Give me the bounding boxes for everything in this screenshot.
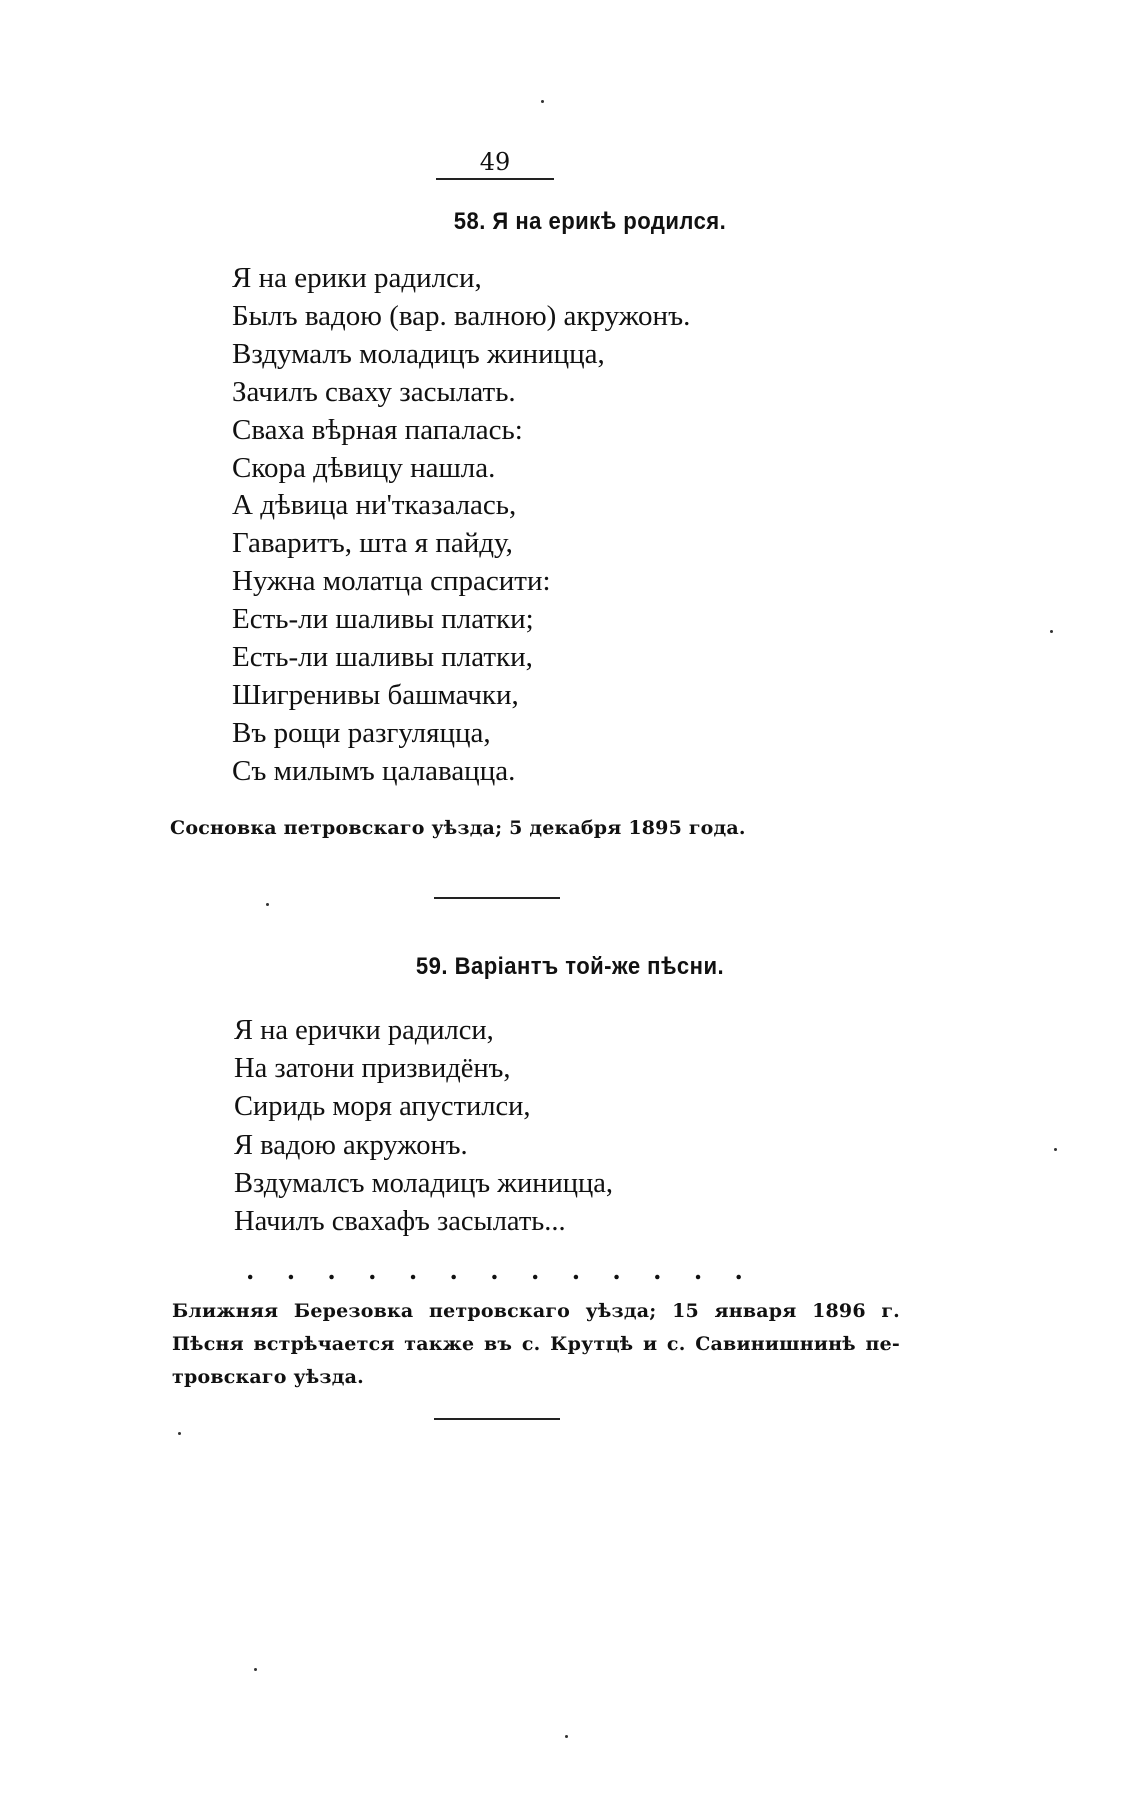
song-59-note bbox=[172, 1295, 900, 1394]
scan-speck bbox=[541, 100, 544, 103]
scan-speck bbox=[1054, 1148, 1057, 1151]
verse-line: Сваха вѣрная папалась: bbox=[232, 413, 523, 446]
section-divider bbox=[434, 897, 560, 899]
verse-line: Я на ерики радилси, bbox=[232, 262, 482, 294]
scan-speck bbox=[565, 1735, 568, 1738]
song-59-heading: 59. Варiантъ той-же пѣсни. bbox=[415, 953, 725, 980]
verse-line: Зачилъ сваху засылать. bbox=[232, 375, 516, 408]
verse-line: Я вадою акружонъ. bbox=[234, 1129, 468, 1161]
song-58-verse bbox=[232, 260, 690, 791]
verse-line: Сиридь моря апустилси, bbox=[234, 1091, 531, 1123]
verse-line: Есть-ли шаливы платки, bbox=[232, 641, 533, 674]
verse-line: На затони призвидёнъ, bbox=[234, 1053, 511, 1085]
note-line: Пѣсня встрѣчается также въ с. Крутцѣ и с. Савинишнинѣ пе- bbox=[172, 1333, 900, 1355]
verse-line: Былъ вадою (вар. валною) акружонъ. bbox=[232, 299, 691, 332]
verse-line: Есть-ли шаливы платки; bbox=[232, 603, 534, 636]
page-number: 49 bbox=[436, 148, 554, 180]
omission-dots: . . . . . . . . . . . . . bbox=[246, 1256, 755, 1285]
verse-line: Шигренивы башмачки, bbox=[232, 678, 519, 711]
verse-line: Въ рощи разгуляцца, bbox=[232, 716, 491, 749]
scan-speck bbox=[1050, 630, 1053, 633]
verse-line: А дѣвица ни'тказалась, bbox=[232, 489, 517, 522]
song-59-verse bbox=[234, 1012, 613, 1241]
scan-speck bbox=[254, 1668, 257, 1671]
verse-line: Вздумалсъ моладицъ жиницца, bbox=[234, 1167, 613, 1199]
song-58-source: Сосновка петровскаго уѣзда; 5 декабря 1895 года. bbox=[170, 817, 746, 839]
scan-speck bbox=[178, 1432, 181, 1435]
verse-line: Нужна молатца спрасити: bbox=[232, 565, 551, 598]
verse-line: Вздумалъ моладицъ жиницца, bbox=[232, 337, 605, 370]
verse-line: Скора дѣвицу нашла. bbox=[232, 451, 496, 484]
verse-line: Я на ерички радилси, bbox=[234, 1015, 494, 1046]
note-line: Ближняя Березовка петровскаго уѣзда; 15 января 1896 г. bbox=[172, 1300, 900, 1322]
scan-speck bbox=[266, 903, 269, 906]
song-58-heading: 58. Я на ерикѣ родился. bbox=[453, 208, 727, 235]
verse-line: Гаваритъ, шта я пайду, bbox=[232, 527, 513, 560]
note-line: тровскаго уѣзда. bbox=[172, 1366, 364, 1388]
verse-line: Начилъ свахафъ засылать... bbox=[234, 1206, 566, 1238]
section-divider bbox=[434, 1418, 560, 1420]
verse-line: Съ милымъ цалавацца. bbox=[232, 754, 516, 787]
